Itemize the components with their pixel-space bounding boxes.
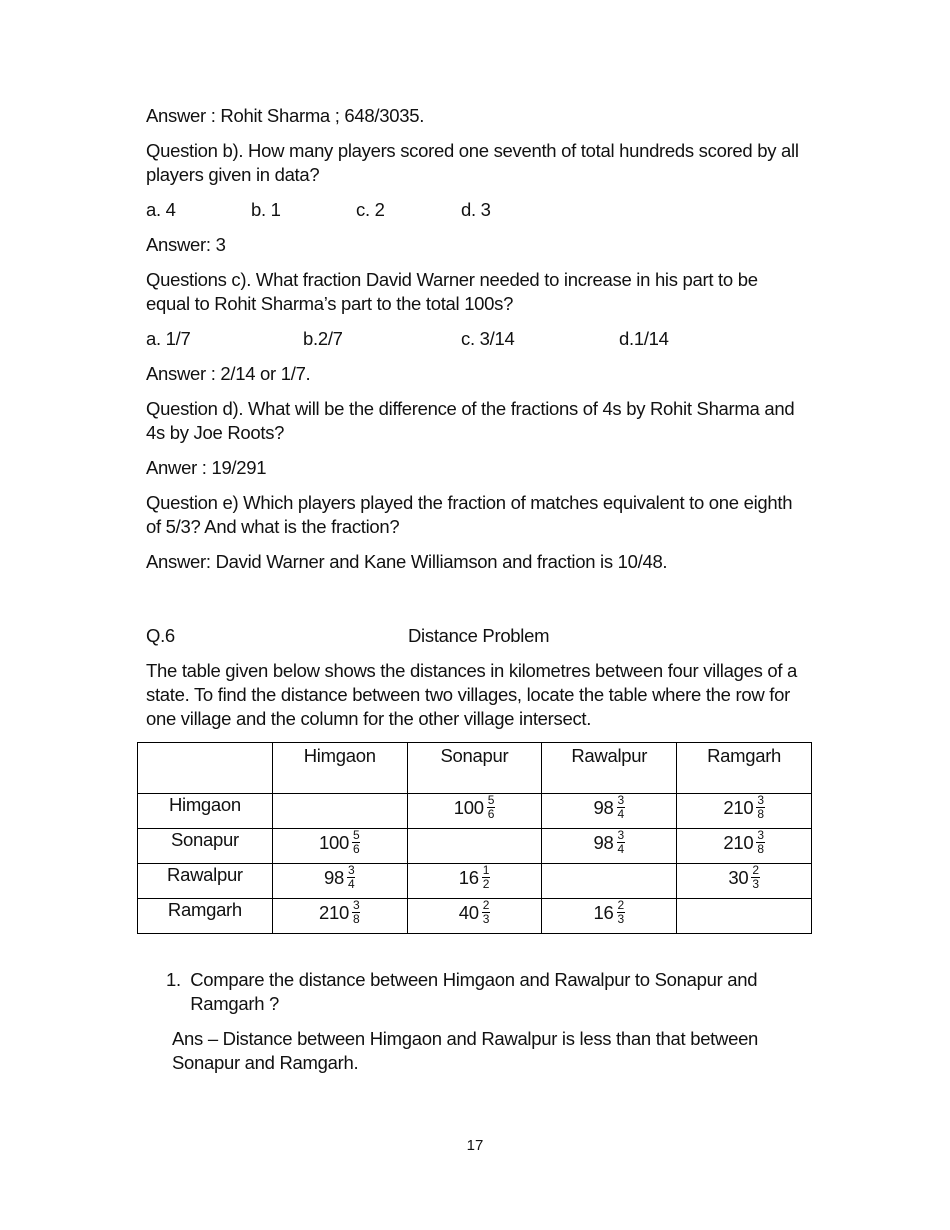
distance-cell <box>407 794 542 829</box>
mixed-number <box>594 899 625 926</box>
table-row <box>138 829 812 864</box>
option-a: a. 1/7 <box>146 328 191 349</box>
denominator: 6 <box>487 807 495 821</box>
list-question: Compare the distance between Himgaon and Rawalpur to Sonapur and Ramgarh ? <box>190 969 758 1014</box>
whole-part: 16 <box>593 901 614 923</box>
distance-cell <box>542 794 677 829</box>
whole-part: 16 <box>458 866 479 888</box>
denominator: 3 <box>752 877 759 891</box>
whole-part: 98 <box>324 866 345 888</box>
denominator: 8 <box>353 912 360 926</box>
mixed-number <box>594 794 625 821</box>
distance-cell <box>272 829 407 864</box>
answer-a: Answer : Rohit Sharma ; 648/3035. <box>146 105 425 126</box>
option-d: d. 3 <box>461 199 491 220</box>
numerator: 3 <box>757 793 764 807</box>
row-header: Himgaon <box>138 794 273 829</box>
question-c: Questions c). What fraction David Warner needed to increase in his part to be equal to Rohit Sharma’s part to the total 100s? <box>146 269 758 314</box>
mixed-number <box>594 829 625 856</box>
options-b <box>146 198 806 222</box>
denominator: 4 <box>617 842 624 856</box>
distance-cell <box>677 794 812 829</box>
list-answer: Ans – Distance between Himgaon and Rawalpur is less than that between Sonapur and Ramgarh. <box>172 1028 759 1073</box>
fraction <box>756 794 764 821</box>
whole-part: 98 <box>593 831 614 853</box>
mixed-number <box>454 794 495 821</box>
table-row <box>138 864 812 899</box>
whole-part: 100 <box>319 831 350 853</box>
page-content <box>146 104 806 742</box>
fraction <box>482 864 490 891</box>
question-d: Question d). What will be the difference of the fractions of 4s by Rohit Sharma and 4s by Joe Roots? <box>146 398 795 443</box>
table-header-row <box>138 743 812 794</box>
distance-table <box>137 742 812 934</box>
numerator: 3 <box>757 828 764 842</box>
mixed-number <box>459 864 490 891</box>
numerator: 2 <box>752 863 759 877</box>
q6-intro: The table given below shows the distances in kilometres between four villages of a state. To find the distance between two villages, locate the table where the row for one village and the column for the other village intersect. <box>146 660 798 729</box>
page-number: 17 <box>466 1137 484 1154</box>
numerator: 1 <box>482 863 490 877</box>
distance-cell <box>677 829 812 864</box>
option-c: c. 3/14 <box>461 328 515 349</box>
mixed-number <box>324 864 355 891</box>
denominator: 8 <box>757 842 764 856</box>
option-d: d.1/14 <box>619 328 669 349</box>
denominator: 3 <box>617 912 624 926</box>
numerator: 3 <box>348 863 355 877</box>
row-header: Rawalpur <box>138 864 273 899</box>
fraction <box>617 794 625 821</box>
row-header: Sonapur <box>138 829 273 864</box>
denominator: 8 <box>757 807 764 821</box>
option-c: c. 2 <box>356 199 385 220</box>
whole-part: 40 <box>458 901 479 923</box>
whole-part: 100 <box>453 796 484 818</box>
denominator: 4 <box>617 807 624 821</box>
q6-heading <box>146 624 806 648</box>
q6-number: Q.6 <box>146 625 175 646</box>
answer-c: Answer : 2/14 or 1/7. <box>146 363 311 384</box>
numerator: 3 <box>617 828 624 842</box>
whole-part: 210 <box>723 831 754 853</box>
distance-cell <box>407 899 542 934</box>
distance-cell <box>407 864 542 899</box>
denominator: 2 <box>482 877 490 891</box>
denominator: 4 <box>348 877 355 891</box>
option-a: a. 4 <box>146 199 176 220</box>
distance-cell <box>272 899 407 934</box>
mixed-number <box>723 794 764 821</box>
answer-d: Anwer : 19/291 <box>146 457 267 478</box>
distance-cell <box>542 829 677 864</box>
whole-part: 210 <box>319 901 350 923</box>
corner-cell <box>138 743 273 794</box>
mixed-number <box>459 899 490 926</box>
answer-e: Answer: David Warner and Kane Williamson and fraction is 10/48. <box>146 551 668 572</box>
q6-title: Distance Problem <box>408 625 550 646</box>
whole-part: 98 <box>593 796 614 818</box>
fraction <box>352 829 360 856</box>
option-b: b. 1 <box>251 199 281 220</box>
table-row <box>138 794 812 829</box>
fraction <box>756 829 764 856</box>
list-item <box>166 968 806 1016</box>
column-header: Himgaon <box>272 743 407 794</box>
answer-b: Answer: 3 <box>146 234 226 255</box>
mixed-number <box>723 829 764 856</box>
column-header: Rawalpur <box>542 743 677 794</box>
question-e: Question e) Which players played the fraction of matches equivalent to one eighth of 5/3? And what is the fraction? <box>146 492 793 537</box>
distance-cell <box>677 864 812 899</box>
mixed-number <box>319 829 360 856</box>
fraction <box>487 794 495 821</box>
denominator: 6 <box>353 842 360 856</box>
distance-cell <box>677 899 812 934</box>
fraction <box>617 829 625 856</box>
q6-list <box>166 968 806 1086</box>
whole-part: 30 <box>728 866 749 888</box>
numerator: 5 <box>353 828 360 842</box>
distance-cell <box>542 899 677 934</box>
distance-cell <box>272 794 407 829</box>
mixed-number <box>728 864 759 891</box>
whole-part: 210 <box>723 796 754 818</box>
fraction <box>617 899 625 926</box>
fraction <box>352 899 360 926</box>
mixed-number <box>319 899 360 926</box>
option-b: b.2/7 <box>303 328 343 349</box>
row-header: Ramgarh <box>138 899 273 934</box>
numerator: 3 <box>353 898 360 912</box>
list-number: 1. <box>166 969 181 990</box>
numerator: 3 <box>617 793 624 807</box>
distance-cell <box>542 864 677 899</box>
fraction <box>482 899 490 926</box>
column-header: Sonapur <box>407 743 542 794</box>
fraction <box>751 864 759 891</box>
table-row <box>138 899 812 934</box>
fraction <box>347 864 355 891</box>
column-header: Ramgarh <box>677 743 812 794</box>
distance-cell <box>407 829 542 864</box>
distance-cell <box>272 864 407 899</box>
options-c <box>146 327 806 351</box>
numerator: 5 <box>487 793 495 807</box>
question-b: Question b). How many players scored one seventh of total hundreds scored by all players given in data? <box>146 140 799 185</box>
numerator: 2 <box>482 898 490 912</box>
denominator: 3 <box>482 912 490 926</box>
numerator: 2 <box>617 898 624 912</box>
